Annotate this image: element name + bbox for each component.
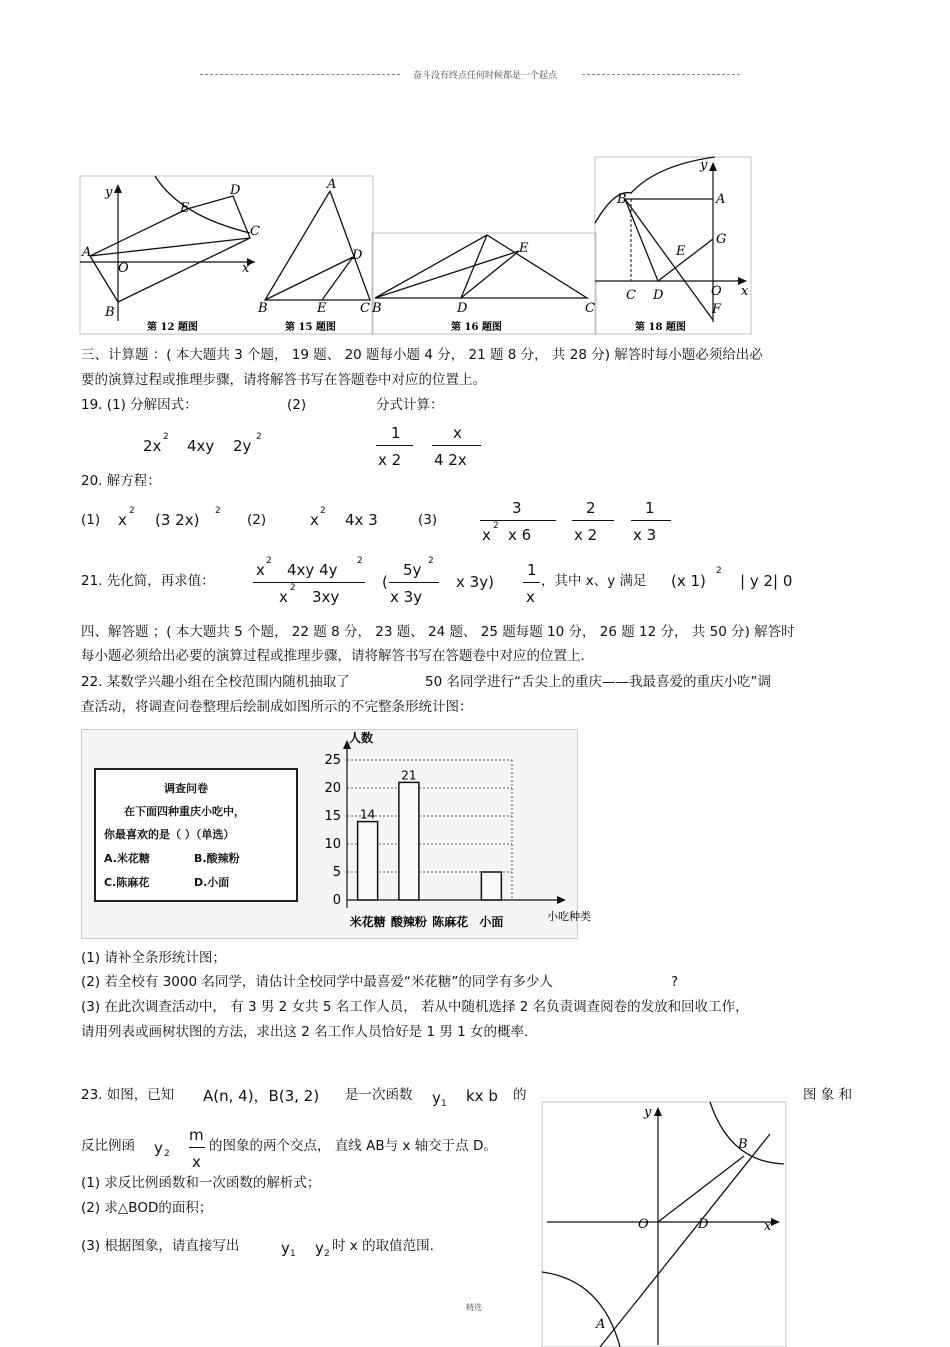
q20-f2-bar xyxy=(572,520,614,521)
fig15-label-d: D xyxy=(352,248,363,263)
q21-cond-exp: 2 xyxy=(716,566,722,576)
header-dash-left xyxy=(200,74,400,75)
x-category-label: 酸辣粉 xyxy=(390,915,427,929)
bar xyxy=(399,782,419,900)
fig15-label-b: B xyxy=(258,301,268,316)
fig18-label-d: D xyxy=(653,288,664,303)
fig15-caption: 第 15 题图 xyxy=(285,322,336,333)
q19-frac-a-bar xyxy=(376,445,413,446)
fig18-label-b: B xyxy=(617,192,627,207)
q21-paren-open: ( xyxy=(382,573,388,591)
q21-f1-num-rest: 4xy 4y xyxy=(287,561,338,579)
q21-tail: x 3y) xyxy=(456,573,494,591)
q21-f3-den: x xyxy=(526,588,535,606)
survey-line1: 在下面四种重庆小吃中， xyxy=(124,805,245,818)
fig12-label-e: E xyxy=(180,201,190,216)
q23-frac-x: x xyxy=(192,1153,201,1171)
fig23-label-y: y xyxy=(644,1105,652,1120)
q19-frac-b-num: x xyxy=(453,424,462,442)
q22-line1b: 50 名同学进行“舌尖上的重庆——我最喜爱的重庆小吃”调 xyxy=(425,674,771,690)
section3-line1: 三、计算题 ：( 本大题共 3 个题， 19 题、 20 题每小题 4 分， 21 题 8 分， 共 28 分) 解答时每小题必须给出必 xyxy=(81,347,763,363)
fig12-label-b: B xyxy=(105,305,115,320)
q20-p2: (2) xyxy=(247,512,267,528)
survey-option-c: C.陈麻花 xyxy=(104,876,150,889)
fig16-label-e: E xyxy=(519,241,529,256)
q23-y1-sub: 1 xyxy=(441,1099,447,1109)
fig15-label-a: A xyxy=(327,177,337,192)
q20-f1-bar xyxy=(480,520,556,521)
q23-sub1: (1) 求反比例函数和一次函数的解析式； xyxy=(81,1175,321,1191)
q19-expr1-term2: 4xy xyxy=(187,437,215,455)
q20-f2-den: x 2 xyxy=(574,526,598,544)
bar xyxy=(481,872,501,900)
fig23-label-d: D xyxy=(698,1217,709,1232)
q20-p1-paren: (3 2x) xyxy=(155,511,200,529)
y-tick-label: 0 xyxy=(332,893,341,908)
y-tick-label: 10 xyxy=(324,837,341,852)
fig12-label-y: y xyxy=(105,185,113,200)
fig23-label-x: x xyxy=(764,1219,772,1234)
q20-p2-x: x xyxy=(310,511,319,529)
q23-kxb: kx b xyxy=(466,1087,498,1105)
q21-f2-num: 5y xyxy=(403,561,422,579)
q21-f3-num: 1 xyxy=(527,561,537,579)
fig16-label-d: D xyxy=(457,301,468,316)
q23-y2: y xyxy=(154,1139,163,1157)
x-axis-arrow xyxy=(557,896,566,904)
fig12-label-c: C xyxy=(250,224,260,239)
bar xyxy=(358,822,378,900)
q22-figure xyxy=(81,729,591,939)
q20-f3-num: 1 xyxy=(645,499,655,517)
q19-frac-b-den: 4 2x xyxy=(434,451,467,469)
q23-points: A(n, 4)，B(3, 2) xyxy=(203,1087,320,1105)
q19-expr1-term1: 2x xyxy=(143,437,162,455)
q21-f2-bar xyxy=(389,582,439,583)
q23-sub2: (2) 求△BOD的面积； xyxy=(81,1200,213,1216)
fig12-label-x: x xyxy=(242,261,250,276)
q19-expr1-exp1: 2 xyxy=(163,432,169,442)
q20-p2-exp: 2 xyxy=(320,506,326,516)
y-tick-label: 25 xyxy=(324,753,341,768)
survey-title: 调查问卷 xyxy=(164,782,208,795)
x-category-label: 小面 xyxy=(479,915,504,929)
survey-option-b: B.酸辣粉 xyxy=(194,852,240,865)
q23-line2a: 反比例函 xyxy=(81,1138,135,1154)
fig12-label-a: A xyxy=(82,245,92,260)
q21-f1-den-exp: 2 xyxy=(290,583,296,593)
q20-f3-den: x 3 xyxy=(633,526,657,544)
fig15-label-e: E xyxy=(317,301,327,316)
fig23-label-b: B xyxy=(738,1137,748,1152)
q19-frac-a-num: 1 xyxy=(391,424,401,442)
q23-sub3-y1: y xyxy=(281,1239,290,1257)
section4-line2: 每小题必须给出必要的演算过程或推理步骤，请将解答书写在答题卷中对应的位置上. xyxy=(81,648,585,664)
q21-cond-abs: | y 2| 0 xyxy=(740,572,793,590)
q20-f1-den-rest: x 6 xyxy=(508,526,532,544)
q19-part2: (2) xyxy=(287,397,307,413)
y-tick-label: 20 xyxy=(324,781,341,796)
fig15-label-c: C xyxy=(360,301,370,316)
bar-data-label: 21 xyxy=(401,768,417,783)
survey-card xyxy=(94,768,298,902)
q22-sub3a: (3) 在此次调查活动中， 有 3 男 2 女共 5 名工作人员， 若从中随机选择 2 名负责调查阅卷的发放和回收工作， xyxy=(81,999,749,1015)
q21-f1-num-exp1: 2 xyxy=(266,556,272,566)
y-axis-label: 人数 xyxy=(349,731,374,745)
fig18-label-g: G xyxy=(716,232,727,247)
q19-label: 19. (1) 分解因式： xyxy=(81,397,198,413)
q23-line2-rest: 的图象的两个交点， 直线 AB与 x 轴交于点 D。 xyxy=(209,1138,497,1154)
y-tick-label: 5 xyxy=(332,865,341,880)
q23-sub3-y2-sub: 2 xyxy=(324,1249,330,1259)
q23-y1: y xyxy=(432,1089,441,1107)
fig18-label-c: C xyxy=(626,288,636,303)
q23-frac-bar xyxy=(189,1147,205,1148)
q22-sub1: (1) 请补全条形统计图； xyxy=(81,950,226,966)
q22-sub2b: ? xyxy=(671,974,679,990)
q23-sub3-y2: y xyxy=(315,1239,324,1257)
q20-f1-den-x: x xyxy=(482,526,491,544)
q21-f2-den: x 3y xyxy=(390,588,423,606)
q23-sub3a: (3) 根据图象，请直接写出 xyxy=(81,1238,240,1254)
x-category-label: 米花糖 xyxy=(349,915,386,929)
q20-f3-bar xyxy=(631,520,671,521)
q21-f1-den-x: x xyxy=(279,588,288,606)
q20-f1-num: 3 xyxy=(512,499,522,517)
q23-sub3-y1-sub: 1 xyxy=(290,1249,296,1259)
q22-sub2a: (2) 若全校有 3000 名同学，请估计全校同学中最喜爱“米花糖”的同学有多少人 xyxy=(81,974,553,990)
q20-p1-exp1: 2 xyxy=(129,506,135,516)
survey-option-a: A.米花糖 xyxy=(104,852,150,865)
q21-cond-text: ，其中 x、y 满足 xyxy=(541,573,647,589)
fig23-label-o: O xyxy=(638,1217,649,1232)
q20-p2-rest: 4x 3 xyxy=(345,511,378,529)
survey-option-d: D.小面 xyxy=(194,876,230,889)
q19-expr1-term3: 2y xyxy=(233,437,252,455)
q23-line1-de: 的 xyxy=(513,1087,527,1103)
fig12-label-o: O xyxy=(118,261,129,276)
section3-line2: 要的演算过程或推理步骤，请将解答书写在答题卷中对应的位置上。 xyxy=(81,372,486,388)
q20-p1-exp2: 2 xyxy=(215,506,221,516)
fig23-label-a: A xyxy=(596,1317,606,1332)
q19-frac-a-den: x 2 xyxy=(378,451,402,469)
q23-line1a: 23. 如图，已知 xyxy=(81,1087,175,1103)
q20-f2-num: 2 xyxy=(586,499,596,517)
bar-chart xyxy=(307,730,591,938)
q19-frac-b-bar xyxy=(432,445,481,446)
q21-f3-bar xyxy=(523,582,540,583)
figure-18 xyxy=(595,157,751,334)
q21-f1-bar xyxy=(253,582,365,583)
q22-line1a: 22. 某数学兴趣小组在全校范围内随机抽取了 xyxy=(81,674,350,690)
q21-f1-den-rest: 3xy xyxy=(312,588,340,606)
fig12-label-d: D xyxy=(230,183,241,198)
q23-y2-sub: 2 xyxy=(164,1149,170,1159)
q23-frac-m: m xyxy=(189,1126,204,1144)
bar-data-label: 14 xyxy=(359,807,376,822)
header-dash-right xyxy=(582,74,740,75)
figure-23 xyxy=(542,1102,786,1347)
fig16-caption: 第 16 题图 xyxy=(451,322,502,333)
fig16-label-c: C xyxy=(585,301,595,316)
q21-f1-num-x: x xyxy=(256,561,265,579)
q23-line1-mid: 是一次函数 xyxy=(345,1087,413,1103)
fig18-label-e: E xyxy=(676,244,686,259)
survey-line2: 你最喜欢的是（ ）（单选） xyxy=(104,828,235,841)
figure-16 xyxy=(372,233,596,334)
fig18-label-a: A xyxy=(716,192,726,207)
q20-p1: (1) xyxy=(81,512,101,528)
q22-sub3b: 请用列表或画树状图的方法，求出这 2 名工作人员恰好是 1 男 1 女的概率. xyxy=(81,1024,529,1040)
fig18-label-y: y xyxy=(700,158,708,173)
fig18-label-x: x xyxy=(741,284,749,299)
fig16-label-b: B xyxy=(372,301,382,316)
q20-f1-den-exp: 2 xyxy=(493,521,499,531)
q21-cond-paren: (x 1) xyxy=(671,572,706,590)
header-motto: 奋斗没有终点任何时候都是一个起点 xyxy=(413,71,558,81)
q20-label: 20. 解方程： xyxy=(81,473,161,489)
q21-f2-num-exp: 2 xyxy=(428,556,434,566)
q21-label: 21. 先化简，再求值： xyxy=(81,573,215,589)
x-category-label: 陈麻花 xyxy=(432,915,469,929)
q23-line1-end: 图 象 和 xyxy=(803,1087,853,1103)
q20-p1-x: x xyxy=(118,511,127,529)
fig18-label-o: O xyxy=(711,284,722,299)
y-tick-label: 15 xyxy=(324,809,341,824)
fig18-caption: 第 18 题图 xyxy=(635,322,686,333)
q20-p3: (3) xyxy=(418,512,438,528)
q23-sub3b: 时 x 的取值范围. xyxy=(332,1238,434,1254)
fig18-label-f: F xyxy=(712,302,722,317)
q19-part2-label: 分式计算： xyxy=(376,397,444,413)
q19-expr1-exp2: 2 xyxy=(256,432,262,442)
footer-text: 精选 xyxy=(466,1303,482,1312)
q21-f1-num-exp2: 2 xyxy=(357,556,363,566)
x-axis-label: 小吃种类 xyxy=(547,910,591,923)
q22-line2: 查活动，将调查问卷整理后绘制成如图所示的不完整条形统计图： xyxy=(81,699,473,715)
section4-line1: 四、解答题 ；( 本大题共 5 个题， 22 题 8 分， 23 题、 24 题、 25 题每题 10 分， 26 题 12 分， 共 50 分) 解答时 xyxy=(81,624,795,640)
figure-15 xyxy=(255,176,373,316)
fig12-caption: 第 12 题图 xyxy=(147,322,198,333)
